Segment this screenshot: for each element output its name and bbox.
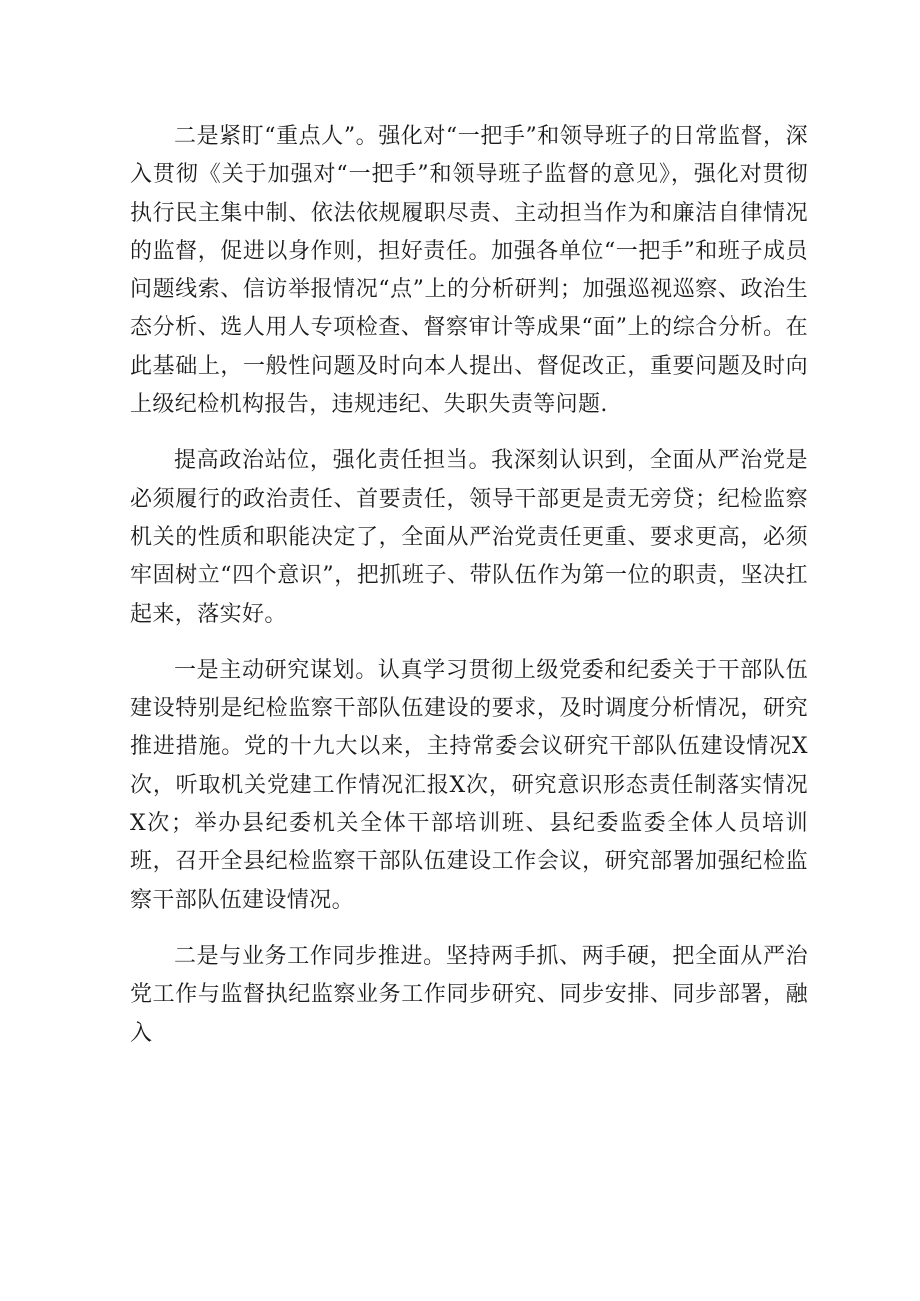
document-body [130, 118, 808, 1071]
paragraph-synchronous-advance: 二是与业务工作同步推进。坚持两手抓、两手硬，把全面从严治党工作与监督执纪监察业务工作同步研究、同步安排、同步部署，融入 [130, 943, 808, 1046]
paragraph-focus-key-persons: 二是紧盯“重点人”。强化对“一把手”和领导班子的日常监督，深入贯彻《关于加强对“一把手”和领导班子监督的意见》，强化对贯彻执行民主集中制、依法依规履职尽责、主动担当作为和廉洁自律情况的监督，促进以身作则，担好责任。加强各单位“一把手”和班子成员问题线索、信访举报情况“点”上的分析研判；加强巡视巡察、政治生态分析、选人用人专项检查、督察审计等成果“面”上的综合分析。在此基础上，一般性问题及时向本人提出、督促改正，重要问题及时向上级纪检机构报告，违规违纪、失职失责等问题. [130, 124, 808, 418]
paragraph-political-stance: 提高政治站位，强化责任担当。我深刻认识到，全面从严治党是必须履行的政治责任、首要责任，领导干部更是责无旁贷；纪检监察机关的性质和职能决定了，全面从严治党责任更重、要求更高，必须牢固树立“四个意识”，把抓班子、带队伍作为第一位的职责，坚决扛起来，落实好。 [130, 448, 808, 627]
paragraph-research-planning: 一是主动研究谋划。认真学习贯彻上级党委和纪委关于干部队伍建设特别是纪检监察干部队伍建设的要求，及时调度分析情况，研究推进措施。党的十九大以来，主持常委会议研究干部队伍建设情况X次，听取机关党建工作情况汇报X次，研究意识形态责任制落实情况X次；举办县纪委机关全体干部培训班、县纪委监委全体人员培训班，召开全县纪检监察干部队伍建设工作会议，研究部署加强纪检监察干部队伍建设情况。 [130, 657, 808, 913]
